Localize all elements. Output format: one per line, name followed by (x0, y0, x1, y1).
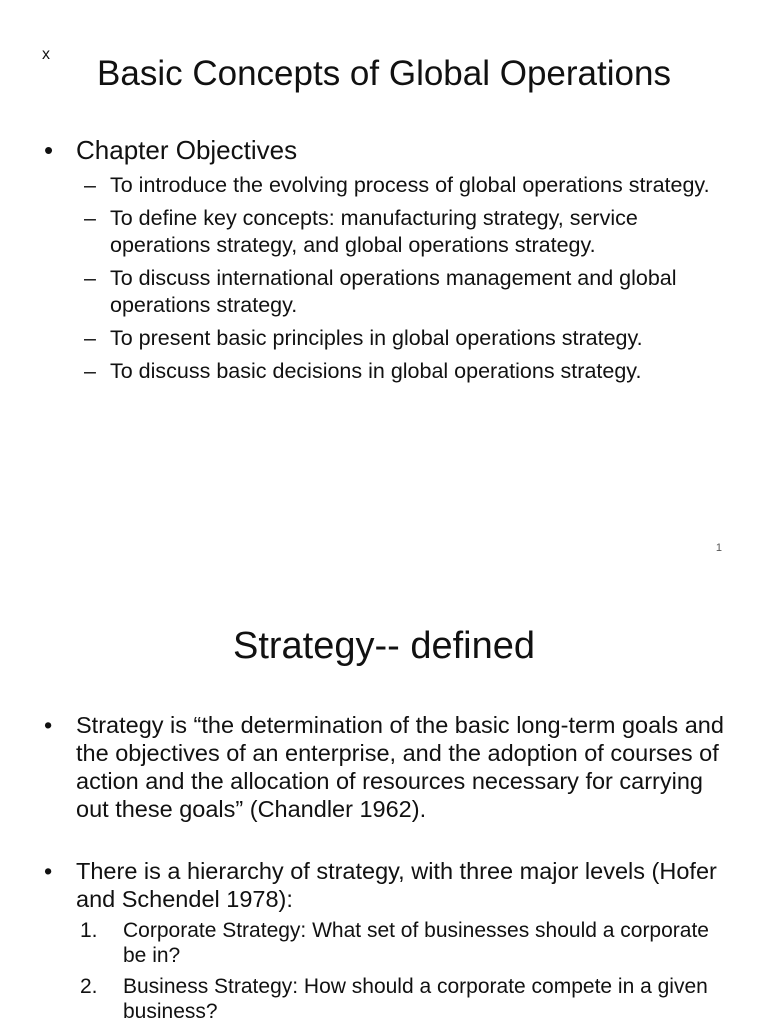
item-number: 1. (80, 919, 98, 942)
list-item (84, 205, 734, 259)
numbered-item (80, 974, 720, 1024)
list-item (84, 358, 734, 385)
bullet-text: Strategy is “the determination of the basic long-term goals and the objectives of an enterprise, and the adoption of courses of action and the allocation of resources necessary for carrying out these goals” (Chandler 1962). (76, 712, 724, 822)
bullet-text: Chapter Objectives (76, 135, 298, 165)
corner-mark: x (42, 46, 50, 63)
item-text: Corporate Strategy: What set of businesses should a corporate be in? (123, 919, 709, 967)
dash-icon: – (84, 266, 96, 290)
list-item (84, 172, 734, 199)
list-item-text: To discuss international operations management and global operations strategy. (110, 266, 677, 317)
page-number: 1 (715, 542, 722, 554)
bullet-icon: • (44, 135, 54, 165)
dash-icon: – (84, 173, 96, 197)
item-text: Business Strategy: How should a corporate compete in a given business? (123, 975, 708, 1023)
item-number: 2. (80, 975, 98, 998)
objectives-list (84, 172, 734, 391)
bullet-text: There is a hierarchy of strategy, with three major levels (Hofer and Schendel 1978): (76, 858, 717, 912)
list-item-text: To define key concepts: manufacturing strategy, service operations strategy, and global operations strategy. (110, 206, 638, 257)
list-item-text: To present basic principles in global operations strategy. (110, 326, 643, 350)
hierarchy-bullet (44, 857, 734, 913)
dash-icon: – (84, 326, 96, 350)
list-item (84, 325, 734, 352)
list-item (84, 265, 734, 319)
chapter-objectives-bullet (44, 134, 297, 166)
numbered-item (80, 918, 720, 968)
slide2-title: Strategy-- defined (232, 625, 536, 667)
slide1-title: Basic Concepts of Global Operations (97, 54, 671, 93)
list-item-text: To introduce the evolving process of global operations strategy. (110, 173, 710, 197)
bullet-icon: • (44, 858, 53, 884)
strategy-definition-bullet (44, 711, 734, 823)
bullet-icon: • (44, 712, 53, 738)
dash-icon: – (84, 359, 96, 383)
list-item-text: To discuss basic decisions in global operations strategy. (110, 359, 642, 383)
dash-icon: – (84, 206, 96, 230)
